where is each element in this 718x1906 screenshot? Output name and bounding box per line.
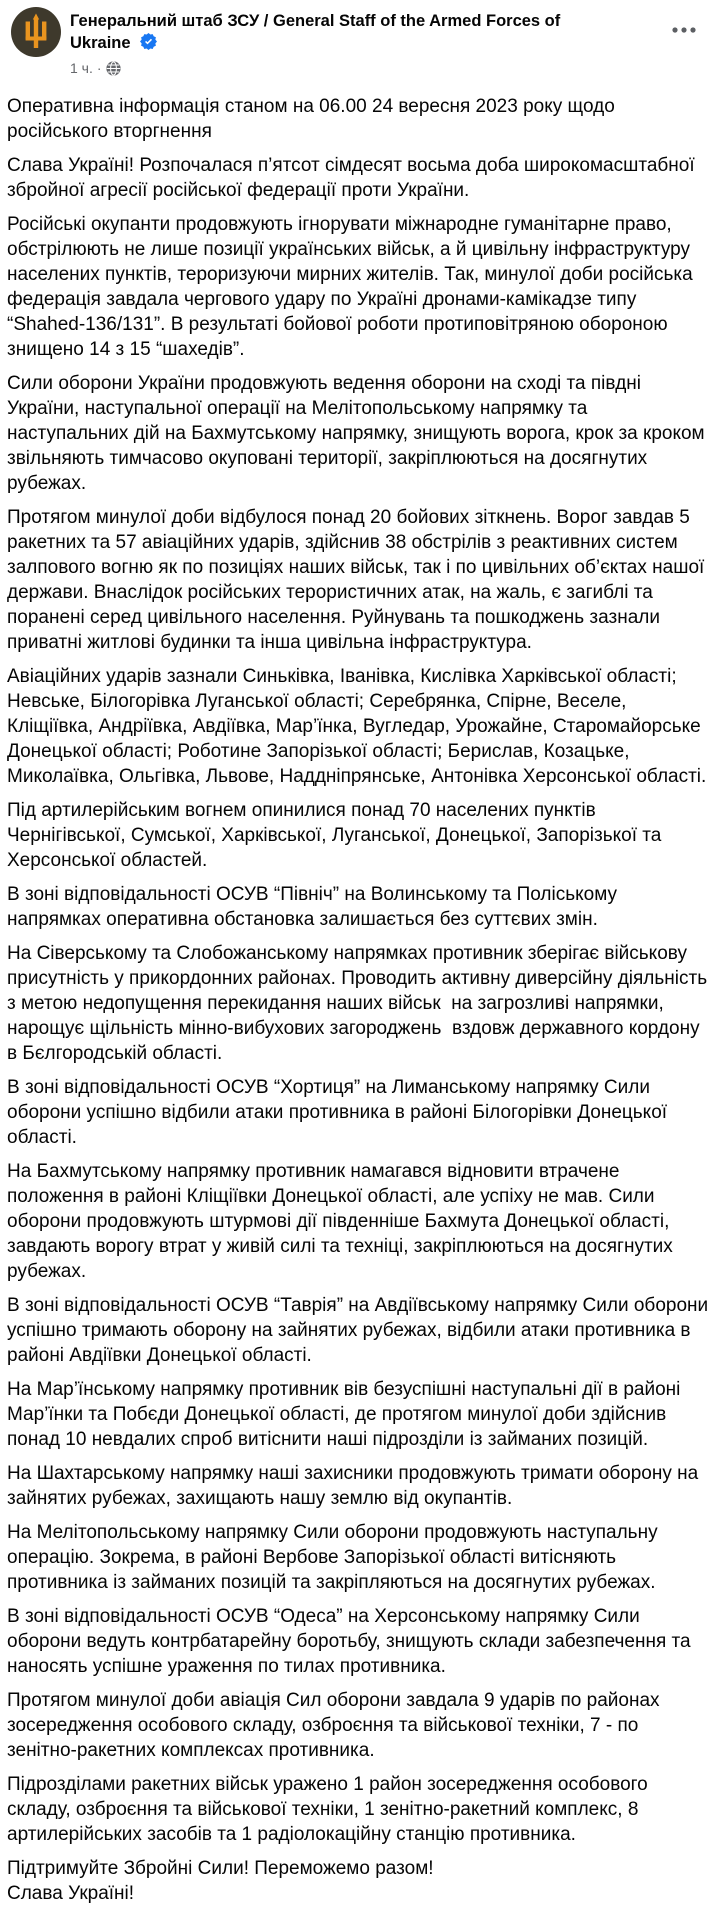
post-paragraph: Протягом минулої доби відбулося понад 20 бойових зіткнень. Ворог завдав 5 ракетних та 57 авіаційних ударів, здійснив 38 обстрілів з реактивних систем залпового вогню як по позиціях наших військ, так і по цивільних об’єктах нашої держави. Внаслідок російських терористичних атак, на жаль, є загиблі та поранені серед цивільного населення. Руйнувань та пошкоджень зазнали приватні житлові будинки та інша цивільна інфраструктура. xyxy=(7,507,710,653)
post-paragraph: Сили оборони України продовжують ведення оборони на сході та півдні України, наступальної операції на Мелітопольському напрямку та наступальних дій на Бахмутському напрямку, знищують ворога, крок за кроком звільняють тимчасово окуповані території, закріплюються на досягнутих рубежах. xyxy=(7,373,710,494)
post-paragraph: В зоні відповідальності ОСУВ “Таврія” на Авдіївському напрямку Сили оборони успішно тримають оборону на зайнятих рубежах, відбили атаки противника в районі Авдіївки Донецької області. xyxy=(7,1295,714,1366)
post-paragraph: На Сіверському та Слобожанському напрямках противник зберігає військову присутність у прикордонних районах. Проводить активну диверсійну діяльність з метою недопущення перекидання наших військ на загрозливі напрямки, нарощує щільність мінно-вибухових загороджень вздовж державного кордону в Бєлгородській області. xyxy=(7,943,713,1064)
three-dots-icon xyxy=(670,23,698,38)
post-paragraph: В зоні відповідальності ОСУВ “Одеса” на Херсонському напрямку Сили оборони ведуть контрбатарейну боротьбу, знищують склади забезпечення та наносять успішне ураження по тилах противника. xyxy=(7,1606,696,1677)
post-paragraph: На Мар’їнському напрямку противник вів безуспішні наступальні дії в районі Мар’їнки та Побєди Донецької області, де протягом минулої доби здійснив понад 10 невдалих спроб витіснити наші підрозділи із займаних позицій. xyxy=(7,1379,686,1450)
post-paragraph: Підрозділами ракетних військ уражено 1 район зосередження особового складу, озброєння та військової техніки, 1 зенітно-ракетний комплекс, 8 артилерійських засобів та 1 радіолокаційну станцію противника. xyxy=(7,1774,654,1845)
timestamp[interactable]: 1 ч. xyxy=(70,60,93,76)
post-meta xyxy=(70,60,618,76)
post-content xyxy=(0,78,718,1906)
trident-emblem-icon xyxy=(11,7,61,57)
header-info xyxy=(70,7,618,76)
meta-separator: · xyxy=(96,60,102,76)
post-header xyxy=(0,0,718,78)
post-paragraph: В зоні відповідальності ОСУВ “Хортиця” на Лиманському напрямку Сили оборони успішно відбили атаки противника в районі Білогорівки Донецької області. xyxy=(7,1077,673,1148)
page-name-link[interactable] xyxy=(70,10,618,56)
post-paragraph: На Бахмутському напрямку противник намагався відновити втрачене положення в районі Кліщіївки Донецької області, але успіху не мав. Сили оборони продовжують штурмові дії південніше Бахмута Донецької області, завдають ворогу втрат у живій силі та техніці, закріплюються на досягнутих рубежах. xyxy=(7,1161,679,1282)
globe-icon xyxy=(106,61,121,76)
post-paragraph: На Шахтарському напрямку наші захисники продовжують тримати оборону на зайнятих рубежах, захищають нашу землю від окупантів. xyxy=(7,1463,704,1509)
more-options-button[interactable] xyxy=(666,16,702,44)
verified-badge-icon xyxy=(136,36,158,54)
post-paragraph: Підтримуйте Збройні Сили! Переможемо разом! Слава Україні! xyxy=(7,1858,434,1904)
post-paragraph: Оперативна інформація станом на 06.00 24 вересня 2023 року щодо російського вторгнення xyxy=(7,96,621,142)
post-paragraph: На Мелітопольському напрямку Сили оборони продовжують наступальну операцію. Зокрема, в районі Вербове Запорізької області витісняють противника із займаних позицій та закріпляються на досягнутих рубежах. xyxy=(7,1522,663,1593)
post-paragraph: Авіаційних ударів зазнали Синьківка, Іванівка, Кислівка Харківської області; Невське, Білогорівка Луганської області; Серебрянка, Спірне, Веселе, Кліщіївка, Андріївка, Авдіївка, Мар’їнка, Вугледар, Урожайне, Старомайорське Донецької області; Роботине Запорізької області; Берислав, Козацьке, Миколаївка, Ольгівка, Львове, Наддніпрянське, Антонівка Херсонської області. xyxy=(7,666,707,787)
page-name: Генеральний штаб ЗСУ / General Staff of the Armed Forces of Ukraine xyxy=(70,12,561,52)
post-paragraph: Під артилерійським вогнем опинилися понад 70 населених пунктів Чернігівської, Сумської, Харківської, Луганської, Донецької, Запорізької та Херсонської областей. xyxy=(7,800,667,871)
post-paragraph: В зоні відповідальності ОСУВ “Північ” на Волинському та Поліському напрямках оперативна обстановка залишається без суттєвих змін. xyxy=(7,884,623,930)
post-paragraph: Російські окупанти продовжують ігнорувати міжнародне гуманітарне право, обстрілюють не лише позиції українських військ, а й цивільну інфраструктуру населених пунктів, тероризуючи мирних жителів. Так, минулої доби російська федерація завдала чергового удару по Україні дронами-камікадзе типу “Shahed-136/131”. В результаті бойової роботи протиповітряною обороною знищено 14 з 15 “шахедів”. xyxy=(7,214,698,360)
post-paragraph: Слава Україні! Розпочалася п’ятсот сімдесят восьма доба широкомасштабної збройної агресії російської федерації проти України. xyxy=(7,155,700,201)
post-paragraph: Протягом минулої доби авіація Сил оборони завдала 9 ударів по районах зосередження особового складу, озброєння та військової техніки, 7 - по зенітно-ракетних комплексах противника. xyxy=(7,1690,665,1761)
avatar[interactable] xyxy=(11,7,61,57)
